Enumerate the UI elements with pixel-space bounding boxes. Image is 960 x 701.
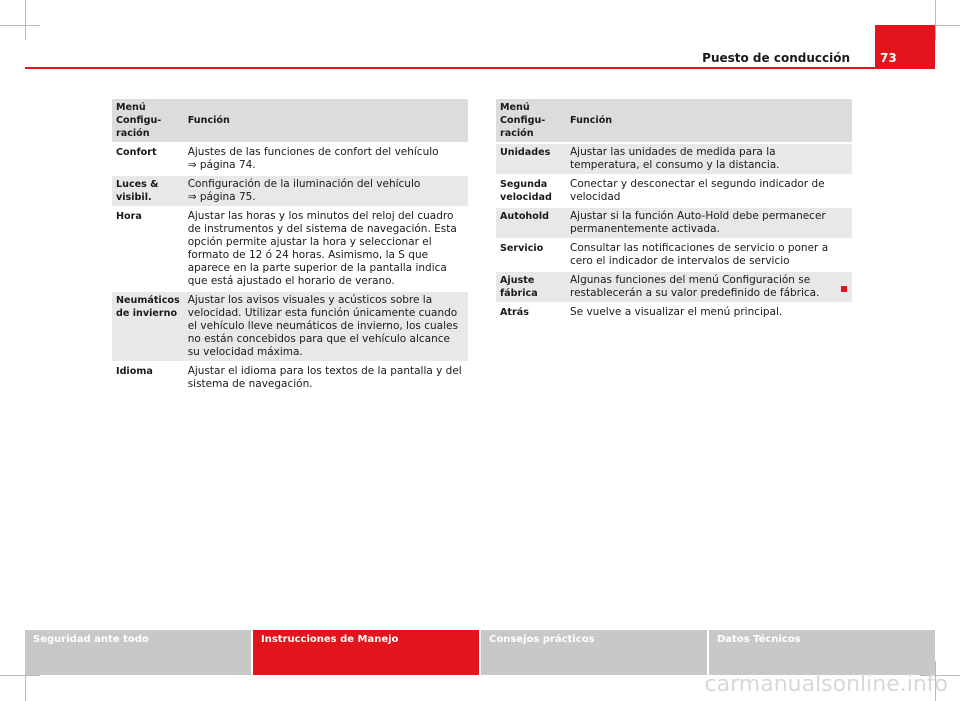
row-function: Conectar y desconectar el segundo indicador de velocidad [570, 178, 825, 203]
row-function: Ajustar las unidades de medida para la temperatura, el consumo y la distancia. [566, 144, 852, 174]
table-row [496, 144, 852, 174]
row-menu-atras: Atrás [500, 307, 529, 318]
row-function: Ajustes de las funciones de confort del vehículo ⇒ página 74. [187, 146, 439, 171]
crop-mark [0, 25, 40, 26]
row-function: Configuración de la iluminación del vehículo ⇒ página 75. [184, 176, 468, 206]
watermark: carmanualsonline.info [704, 672, 948, 697]
column-header-menu: Menú Configu- ración [496, 99, 566, 142]
crop-mark [935, 0, 936, 40]
section-end-marker [841, 286, 847, 292]
row-menu-ajuste-fabrica: Ajuste fábrica [496, 272, 566, 302]
settings-table-right [496, 97, 852, 323]
row-function: Ajustar las horas y los minutos del reloj del cuadro de instrumentos y del sistema de navegación. Esta opción permite ajustar la hora y seleccionar el formato de 12 ó 24 horas. Asimismo, la S que aparece en la parte superior de la pantalla indica que está ajustado el horario de verano. [187, 210, 457, 287]
footer-tab-consejos[interactable]: Consejos prácticos [481, 630, 709, 675]
row-function: Consultar las notificaciones de servicio o poner a cero el indicador de intervalos de servicio [570, 242, 829, 267]
row-function: Ajustar si la función Auto-Hold debe permanecer permanentemente activada. [566, 208, 852, 238]
row-menu-autohold: Autohold [496, 208, 566, 238]
settings-table-left [112, 97, 468, 395]
row-function: Ajustar el idioma para los textos de la pantalla y del sistema de navegación. [187, 365, 462, 390]
row-function: Se vuelve a visualizar el menú principal. [570, 306, 783, 318]
row-function: Algunas funciones del menú Configuración se restablecerán a su valor predefinido de fábrica. [566, 272, 852, 302]
column-header-menu: Menú Configu- ración [112, 99, 184, 142]
table-header-row [496, 99, 852, 142]
page-title: Puesto de conducción [702, 51, 850, 65]
page-number: 73 [880, 51, 897, 65]
table-row [496, 240, 852, 270]
column-header-function: Función [566, 99, 852, 142]
row-menu-idioma: Idioma [116, 366, 153, 377]
row-menu-servicio: Servicio [500, 243, 544, 254]
table-row [496, 304, 852, 321]
row-menu-segunda-velocidad: Segunda velocidad [500, 179, 552, 203]
footer-tab-instrucciones[interactable]: Instrucciones de Manejo [253, 630, 481, 675]
column-header-function: Función [184, 99, 468, 142]
table-row [112, 292, 468, 361]
row-menu-unidades: Unidades [496, 144, 566, 174]
table-row [496, 176, 852, 206]
crop-mark [25, 0, 26, 40]
footer-tab-seguridad[interactable]: Seguridad ante todo [25, 630, 253, 675]
row-menu-confort: Confort [116, 147, 157, 158]
table-row [112, 176, 468, 206]
table-header-row [112, 99, 468, 142]
row-function: Ajustar los avisos visuales y acústicos sobre la velocidad. Utilizar esta función únicamente cuando el vehículo lleve neumáticos de invierno, los cuales no están concebidos para que el vehículo alcance su velocidad máxima. [184, 292, 468, 361]
table-row [112, 144, 468, 174]
footer-tab-datos[interactable]: Datos Técnicos [709, 630, 935, 675]
footer-nav [25, 630, 935, 675]
header-rule [25, 67, 935, 69]
row-menu-hora: Hora [116, 211, 142, 222]
row-menu-luces: Luces & visibil. [112, 176, 184, 206]
table-row [112, 363, 468, 393]
row-menu-neumaticos: Neumáticos de invierno [112, 292, 184, 361]
table-row [496, 208, 852, 238]
table-row [496, 272, 852, 302]
crop-mark [0, 675, 40, 676]
table-row [112, 208, 468, 290]
